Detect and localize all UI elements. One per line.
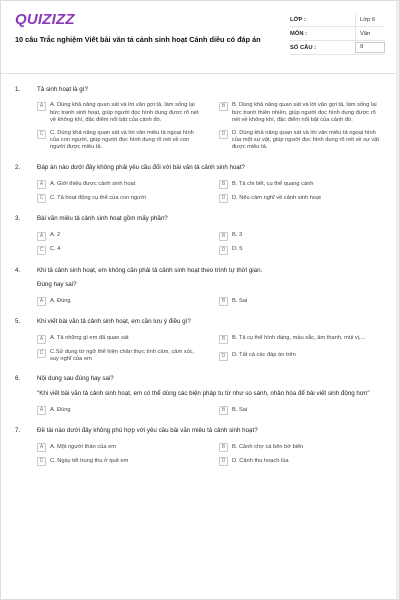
option-letter-box: C — [37, 246, 46, 255]
answer-option[interactable] — [37, 335, 203, 344]
option-letter-box: A — [37, 232, 46, 241]
option-letter-box: D — [219, 246, 228, 255]
answer-options — [37, 180, 385, 203]
option-letter-box: A — [37, 102, 46, 111]
answer-option[interactable] — [219, 297, 385, 306]
answer-option[interactable] — [219, 102, 385, 124]
answer-option[interactable] — [219, 130, 385, 152]
option-letter-box: A — [37, 335, 46, 344]
answer-option[interactable] — [37, 194, 203, 203]
option-text: A. Đúng — [50, 406, 71, 413]
question-item — [15, 363, 385, 415]
question-text: Bài văn miêu tả cảnh sinh hoạt gồm mấy phần? — [37, 215, 168, 223]
question-heading — [15, 318, 385, 326]
question-text: Khi tả cảnh sinh hoạt, em không cần phải tả cảnh sinh hoạt theo trình tự thời gian. — [37, 266, 263, 274]
question-text: Đáp án nào dưới đây không phải yêu cầu đối với bài văn tả cảnh sinh hoạt? — [37, 163, 245, 171]
option-text: D. Nêu cảm nghĩ về cảnh sinh hoạt — [232, 194, 321, 201]
option-text: C. Dùng khả năng quan sát và lời văn miêu tả ngoại hình của con người, giúp người đọc hình dung rõ nét về con người được miêu tả. — [50, 129, 194, 151]
question-number: 4. — [15, 266, 21, 274]
question-number: 7. — [15, 427, 21, 435]
question-heading — [15, 86, 385, 94]
answer-option[interactable] — [219, 443, 385, 452]
question-item — [15, 74, 385, 152]
option-text: B. Sai — [232, 298, 248, 305]
option-text: B. Tả chi tiết, cụ thể quang cảnh — [232, 180, 314, 187]
option-letter-box: A — [37, 297, 46, 306]
question-heading — [15, 164, 385, 172]
worksheet-header — [1, 1, 399, 63]
option-text: D. Cảnh thu hoạch lúa — [232, 458, 289, 465]
question-item — [15, 306, 385, 363]
answer-options — [37, 406, 385, 415]
question-item — [15, 152, 385, 203]
answer-option[interactable] — [37, 180, 203, 189]
option-text: D. Tất cả các đáp án trên — [232, 352, 296, 359]
meta-value: Văn — [355, 27, 385, 40]
answer-option[interactable] — [37, 443, 203, 452]
option-text: A. Giới thiệu được cảnh sinh hoạt — [50, 180, 136, 187]
answer-options — [37, 297, 385, 306]
meta-value: Lớp 6 — [355, 13, 385, 26]
option-text: B. Cảnh chợ cá bên bờ biển — [232, 444, 304, 451]
meta-label: MÔN : — [290, 30, 308, 37]
question-item — [15, 255, 385, 307]
meta-value: 9 — [355, 42, 385, 53]
answer-option[interactable] — [219, 180, 385, 189]
option-letter-box: B — [219, 406, 228, 415]
option-text: A. Dùng khả năng quan sát và lời văn gợi tả, làm sống lại bức tranh sinh hoạt, giúp người đọc hình dung được rõ nét về không khí, đặc điểm nổi bật của cảnh đó. — [50, 102, 199, 124]
question-heading — [15, 267, 385, 275]
option-letter-box: C — [37, 194, 46, 203]
answer-option[interactable] — [37, 102, 203, 124]
option-letter-box: B — [219, 443, 228, 452]
answer-options — [37, 102, 385, 151]
answer-options — [37, 232, 385, 255]
answer-options — [37, 443, 385, 466]
answer-option[interactable] — [219, 335, 385, 344]
option-letter-box: B — [219, 232, 228, 241]
option-text: A. Đúng — [50, 298, 71, 305]
answer-option[interactable] — [219, 457, 385, 466]
option-text: A. Tả những gì em đã quan sát — [50, 335, 129, 342]
option-letter-box: B — [219, 102, 228, 111]
meta-table — [290, 13, 385, 55]
option-text: B. 3 — [232, 232, 243, 239]
meta-label: SỐ CÂU : — [290, 44, 317, 51]
option-letter-box: A — [37, 443, 46, 452]
question-heading — [15, 375, 385, 383]
question-number: 5. — [15, 318, 21, 326]
option-text: B. Sai — [232, 406, 248, 413]
meta-label: LỚP : — [290, 16, 306, 23]
option-letter-box: C — [37, 349, 46, 358]
option-text: B. Tả cụ thể hình dáng, màu sắc, âm thanh, mùi vị,... — [232, 335, 366, 342]
answer-option[interactable] — [219, 194, 385, 203]
question-text: Đề tài nào dưới đây không phù hợp với yêu cầu bài văn miêu tả cảnh sinh hoạt? — [37, 427, 258, 435]
question-heading — [15, 215, 385, 223]
option-text: C. 4 — [50, 246, 61, 253]
question-number: 2. — [15, 163, 21, 171]
answer-option[interactable] — [37, 232, 203, 241]
option-text: D. Dùng khả năng quan sát và lời văn miêu tả ngoại hình của một sự vật, giúp người đọc hình dung rõ nét về sự vật được miêu tả. — [232, 129, 379, 151]
option-letter-box: C — [37, 130, 46, 139]
question-item — [15, 203, 385, 254]
option-text: D. 5 — [232, 246, 243, 253]
option-letter-box: B — [219, 180, 228, 189]
answer-option[interactable] — [219, 349, 385, 364]
answer-options — [37, 335, 385, 364]
option-text: C.Sử dụng từ ngữ thể hiện chân thực tình cảm, cảm xúc, suy nghĩ của em — [50, 348, 195, 362]
answer-option[interactable] — [37, 349, 203, 364]
question-heading — [15, 427, 385, 435]
question-number: 3. — [15, 215, 21, 223]
answer-option[interactable] — [37, 457, 203, 466]
answer-option[interactable] — [219, 246, 385, 255]
answer-option[interactable] — [219, 406, 385, 415]
worksheet-title: 10 câu Trắc nghiệm Viết bài văn tả cảnh sinh hoạt Cánh diều có đáp án — [15, 35, 261, 44]
question-number: 6. — [15, 375, 21, 383]
option-text: C. Ngày tết trung thu ở quê em — [50, 458, 129, 465]
option-text: A. 2 — [50, 232, 61, 239]
option-letter-box: A — [37, 180, 46, 189]
option-text: A. Một người thân của em — [50, 444, 117, 451]
question-text: Tả sinh hoạt là gì? — [37, 86, 88, 93]
option-letter-box: B — [219, 335, 228, 344]
option-letter-box: D — [219, 194, 228, 203]
option-letter-box: C — [37, 457, 46, 466]
option-letter-box: A — [37, 406, 46, 415]
option-letter-box: D — [219, 457, 228, 466]
answer-option[interactable] — [37, 130, 203, 152]
meta-row — [290, 27, 385, 41]
question-number: 1. — [15, 86, 21, 93]
option-letter-box: D — [219, 352, 228, 361]
option-text: C. Tả hoạt động cụ thể của con người — [50, 194, 146, 201]
answer-option[interactable] — [219, 232, 385, 241]
question-text: Nội dung sau đúng hay sai? — [37, 375, 114, 383]
quizizz-logo: QUIZIZZ — [15, 11, 75, 28]
question-subtext: "Khi viết bài văn tả cảnh sinh hoạt, em có thể dùng các biện pháp tu từ như so sánh, nhân hóa để bài viết sinh động hơn" — [37, 389, 370, 397]
meta-row — [290, 13, 385, 27]
answer-option[interactable] — [37, 297, 203, 306]
question-subtext: Đúng hay sai? — [37, 280, 77, 288]
option-text: B. Dùng khả năng quan sát và lời văn gợi tả, làm sống lại bức tranh thiên nhiên, giúp người đọc hình dung được rõ nét về không khí, đặc điểm nổi bật của cảnh đó. — [232, 102, 377, 124]
question-list — [1, 74, 399, 466]
question-item — [15, 415, 385, 466]
option-letter-box: D — [219, 130, 228, 139]
question-text: Khi viết bài văn tả cảnh sinh hoạt, em cần lưu ý điều gì? — [37, 318, 191, 326]
answer-option[interactable] — [37, 406, 203, 415]
option-letter-box: B — [219, 297, 228, 306]
meta-row — [290, 41, 385, 55]
page-edge — [396, 1, 399, 600]
answer-option[interactable] — [37, 246, 203, 255]
